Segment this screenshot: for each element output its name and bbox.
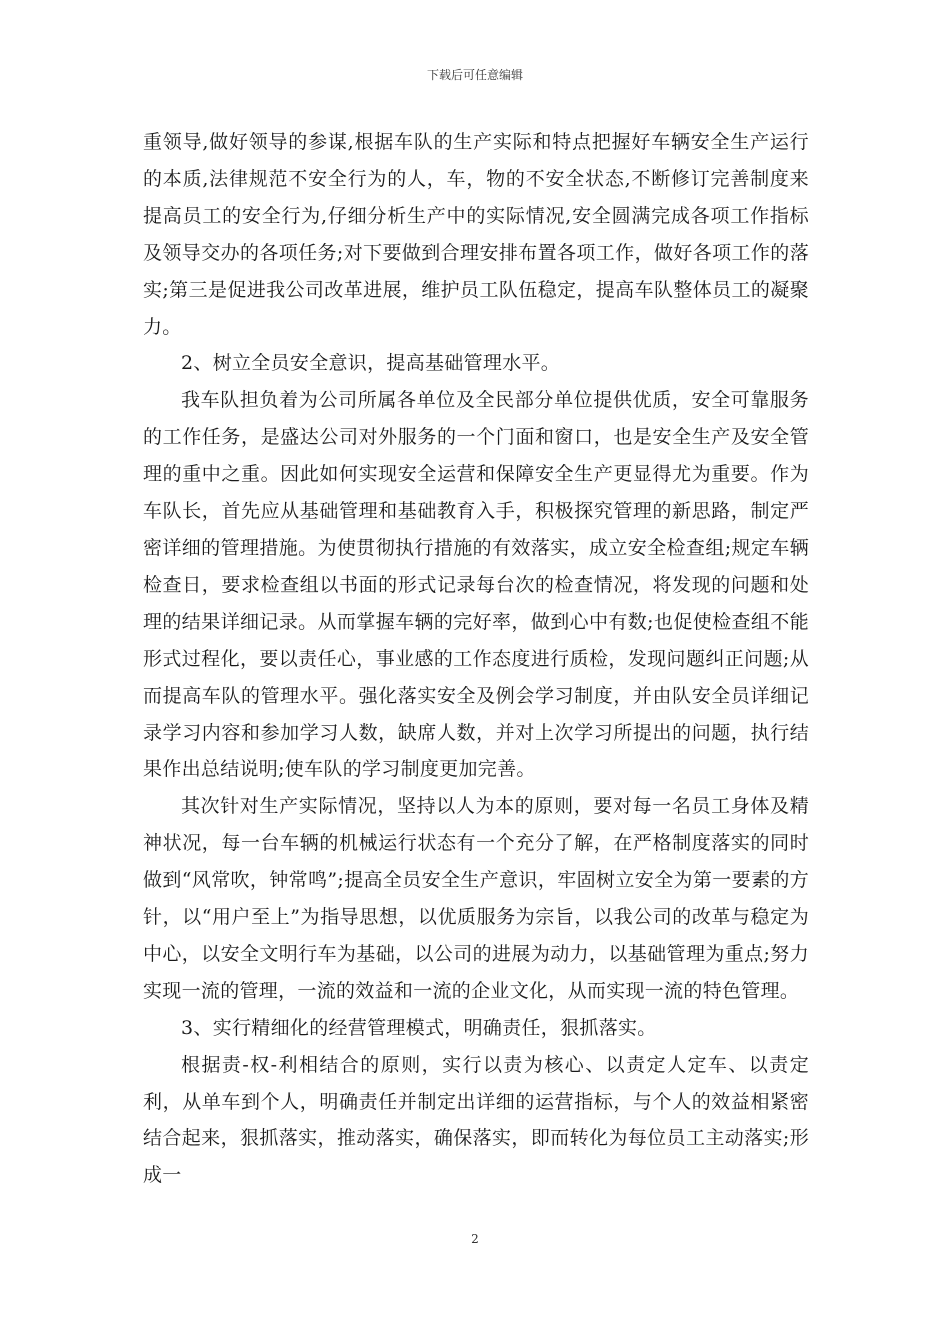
section-heading-2: 2、树立全员安全意识，提高基础管理水平。 <box>181 352 561 375</box>
document-body <box>143 124 809 1194</box>
paragraph: 根据责-权-利相结合的原则，实行以责为核心、以责定人定车、以责定利，从单车到个人，明确责任并制定出详细的运营指标，与个人的效益相紧密结合起来，狠抓落实，推动落实，确保落实，即而转化为每位员工主动落实;形成一 <box>143 1053 809 1187</box>
page-number: 2 <box>471 1232 479 1246</box>
section-heading-3: 3、实行精细化的经营管理模式，明确责任，狠抓落实。 <box>181 1016 657 1039</box>
paragraph-continued: 重领导,做好领导的参谋,根据车队的生产实际和特点把握好车辆安全生产运行的本质,法律规范不安全行为的人，车，物的不安全状态,不断修订完善制度来提高员工的安全行为,仔细分析生产中的实际情况,安全圆满完成各项工作指标及领导交办的各项任务;对下要做到合理安排布置各项工作，做好各项工作的落实;第三是促进我公司改革进展，维护员工队伍稳定，提高车队整体员工的凝聚力。 <box>143 131 809 338</box>
paragraph: 我车队担负着为公司所属各单位及全民部分单位提供优质，安全可靠服务的工作任务，是盛达公司对外服务的一个门面和窗口，也是安全生产及安全管理的重中之重。因此如何实现安全运营和保障安全生产更显得尤为重要。作为车队长，首先应从基础管理和基础教育入手，积极探究管理的新思路，制定严密详细的管理措施。为使贯彻执行措施的有效落实，成立安全检查组;规定车辆检查日，要求检查组以书面的形式记录每台次的检查情况，将发现的问题和处理的结果详细记录。从而掌握车辆的完好率，做到心中有数;也促使检查组不能形式过程化，要以责任心，事业感的工作态度进行质检，发现问题纠正问题;从而提高车队的管理水平。强化落实安全及例会学习制度，并由队安全员详细记录学习内容和参加学习人数，缺席人数，并对上次学习所提出的问题，执行结果作出总结说明;使车队的学习制度更加完善。 <box>143 389 809 781</box>
page-header: 下载后可任意编辑 <box>426 68 523 82</box>
paragraph: 其次针对生产实际情况，坚持以人为本的原则，要对每一名员工身体及精神状况，每一台车辆的机械运行状态有一个充分了解，在严格制度落实的同时做到“风常吹，钟常鸣”;提高全员安全生产意识，牢固树立安全为第一要素的方针，以“用户至上”为指导思想，以优质服务为宗旨，以我公司的改革与稳定为中心，以安全文明行车为基础，以公司的进展为动力，以基础管理为重点;努力实现一流的管理，一流的效益和一流的企业文化，从而实现一流的特色管理。 <box>143 795 809 1002</box>
